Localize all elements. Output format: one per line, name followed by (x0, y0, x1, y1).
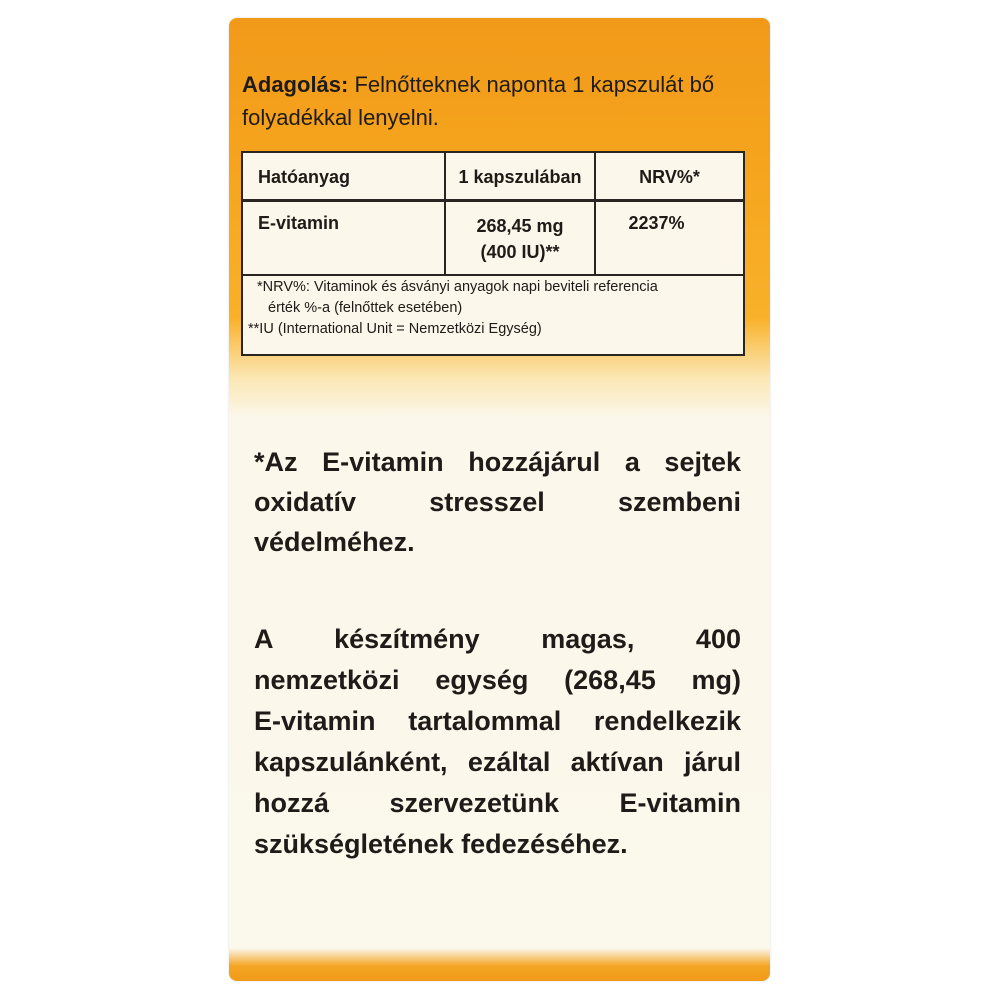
description-line: E-vitamin tartalommal rendelkezik (254, 706, 741, 736)
table-row (243, 202, 743, 276)
claim-line: védelméhez. (254, 527, 415, 557)
health-claim (254, 442, 741, 562)
description-line: nemzetközi egység (268,45 mg) (254, 665, 741, 695)
dosage-text: Felnőtteknek naponta 1 kapszulát bő (348, 72, 715, 97)
nutrition-table (241, 151, 745, 356)
description-line: kapszulánként, ezáltal aktívan járul (254, 747, 741, 777)
amount-iu: (400 IU)** (480, 242, 560, 262)
footnote-nrv: *NRV%: Vitaminok és ásványi anyagok napi beviteli referencia (257, 279, 658, 295)
dosage-label: Adagolás: (242, 72, 349, 97)
claim-line: *Az E-vitamin hozzájárul a sejtek (254, 447, 741, 477)
product-label-panel (229, 18, 770, 981)
footnote-nrv-continued: érték %-a (felnőttek esetében) (268, 300, 463, 316)
description-line: A készítmény magas, 400 (254, 624, 741, 654)
amount-mg: 268,45 mg (476, 216, 564, 236)
product-description (254, 619, 741, 865)
description-line: szükségletének fedezéséhez. (254, 829, 628, 859)
description-line: hozzá szervezetünk E-vitamin (254, 788, 741, 818)
ingredient-name: E-vitamin (243, 202, 446, 274)
table-footnotes (243, 277, 743, 340)
header-ingredient: Hatóanyag (243, 153, 446, 199)
table-header-row (243, 153, 743, 202)
dosage-text-line2: folyadékkal lenyelni. (242, 105, 439, 130)
ingredient-amount (446, 202, 596, 274)
ingredient-nrv: 2237% (628, 213, 685, 233)
dosage-instructions (242, 68, 762, 134)
claim-line: oxidatív stresszel szembeni (254, 487, 741, 517)
header-nrv: NRV%* (639, 167, 700, 187)
footnote-iu: **IU (International Unit = Nemzetközi Egység) (248, 321, 542, 337)
header-per-capsule: 1 kapszulában (446, 153, 596, 199)
